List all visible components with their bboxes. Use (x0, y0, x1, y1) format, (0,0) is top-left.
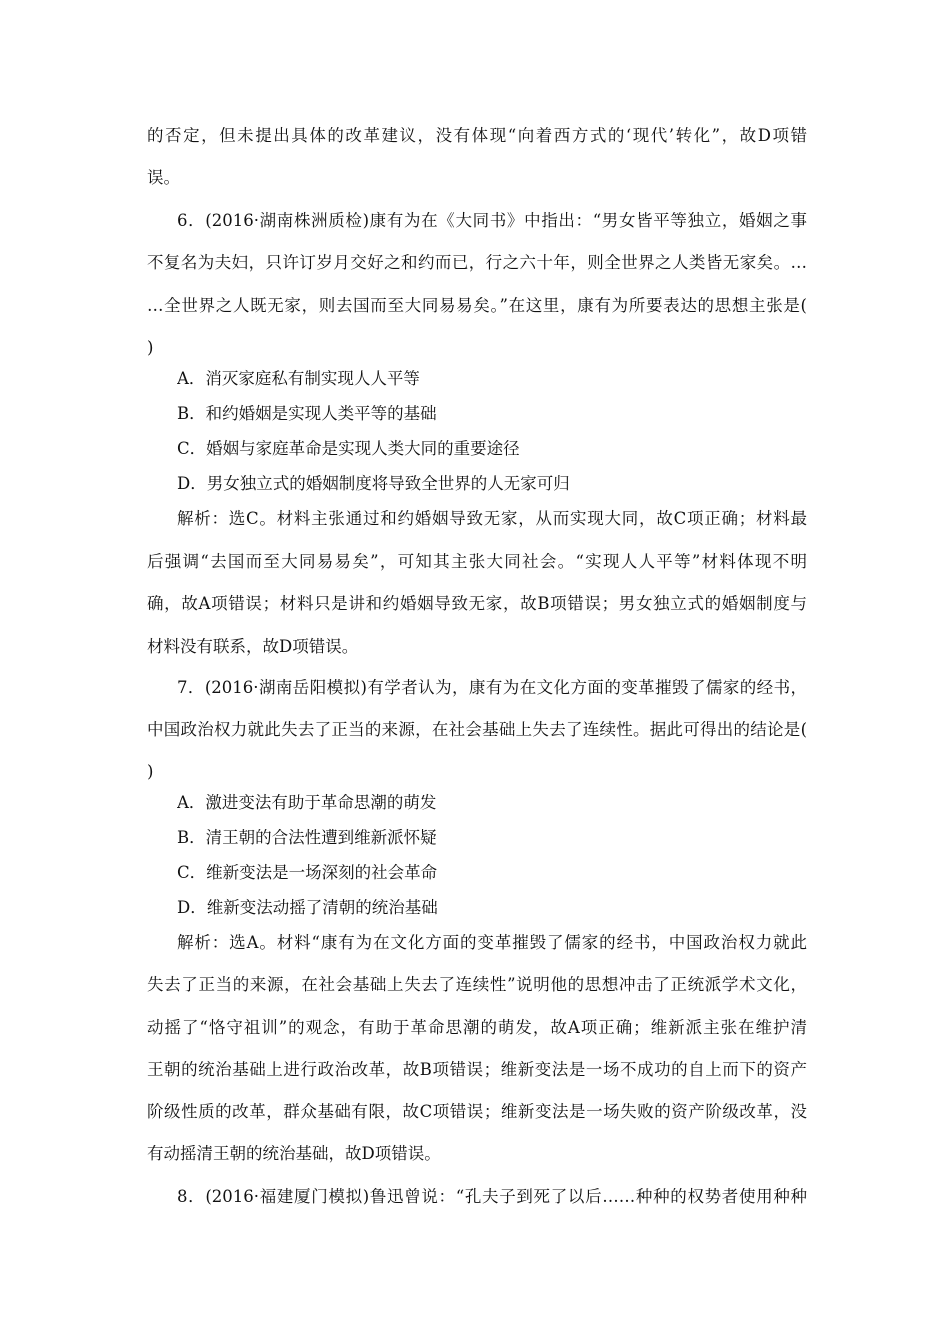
answer-analysis-7: 解析：选A。材料“康有为在文化方面的变革摧毁了儒家的经书，中国政治权力就此 (177, 933, 807, 952)
question-7-stem: 7．(2016·湖南岳阳模拟)有学者认为，康有为在文化方面的变革摧毁了儒家的经书， (177, 678, 807, 697)
text-line: 失去了正当的来源，在社会基础上失去了连续性”说明他的思想冲击了正统派学术文化， (147, 975, 807, 994)
text-line: 不复名为夫妇，只许订岁月交好之和约而已，行之六十年，则全世界之人类皆无家矣。… (147, 253, 807, 272)
option-d: D．男女独立式的婚姻制度将导致全世界的人无家可归 (177, 474, 570, 493)
text-line: …全世界之人既无家，则去国而至大同易易矣。”在这里，康有为所要表达的思想主张是( (147, 296, 807, 315)
answer-analysis-6: 解析：选C。材料主张通过和约婚姻导致无家，从而实现大同，故C项正确；材料最 (177, 509, 807, 528)
text-line: 材料没有联系，故D项错误。 (147, 637, 359, 656)
option-c: C．维新变法是一场深刻的社会革命 (177, 863, 438, 882)
question-6-stem: 6．(2016·湖南株洲质检)康有为在《大同书》中指出：“男女皆平等独立，婚姻之事 (177, 211, 807, 230)
option-d: D．维新变法动摇了清朝的统治基础 (177, 898, 438, 917)
text-line: 王朝的统治基础上进行政治改革，故B项错误；维新变法是一场不成功的自上而下的资产 (147, 1060, 807, 1079)
option-b: B．和约婚姻是实现人类平等的基础 (177, 404, 437, 423)
text-line: ) (147, 338, 154, 357)
text-line: 后强调“去国而至大同易易矣”，可知其主张大同社会。“实现人人平等”材料体现不明 (147, 552, 807, 571)
text-line: 有动摇清王朝的统治基础，故D项错误。 (147, 1144, 441, 1163)
text-line: 动摇了“恪守祖训”的观念，有助于革命思潮的萌发，故A项正确；维新派主张在维护清 (147, 1018, 807, 1037)
text-line: 确，故A项错误；材料只是讲和约婚姻导致无家，故B项错误；男女独立式的婚姻制度与 (147, 594, 807, 613)
text-line: 阶级性质的改革，群众基础有限，故C项错误；维新变法是一场失败的资产阶级改革，没 (147, 1102, 807, 1121)
option-b: B．清王朝的合法性遭到维新派怀疑 (177, 828, 437, 847)
text-line: 中国政治权力就此失去了正当的来源，在社会基础上失去了连续性。据此可得出的结论是( (147, 720, 807, 739)
option-a: A．激进变法有助于革命思潮的萌发 (177, 793, 437, 812)
text-line: 的否定，但未提出具体的改革建议，没有体现“向着西方式的‘现代’转化”，故D项错 (147, 126, 807, 145)
question-8-stem: 8．(2016·福建厦门模拟)鲁迅曾说：“孔夫子到死了以后……种种的权势者使用种种 (177, 1187, 807, 1206)
text-line: ) (147, 762, 154, 781)
option-a: A．消灭家庭私有制实现人人平等 (177, 369, 420, 388)
option-c: C．婚姻与家庭革命是实现人类大同的重要途径 (177, 439, 520, 458)
text-line: 误。 (147, 168, 180, 187)
